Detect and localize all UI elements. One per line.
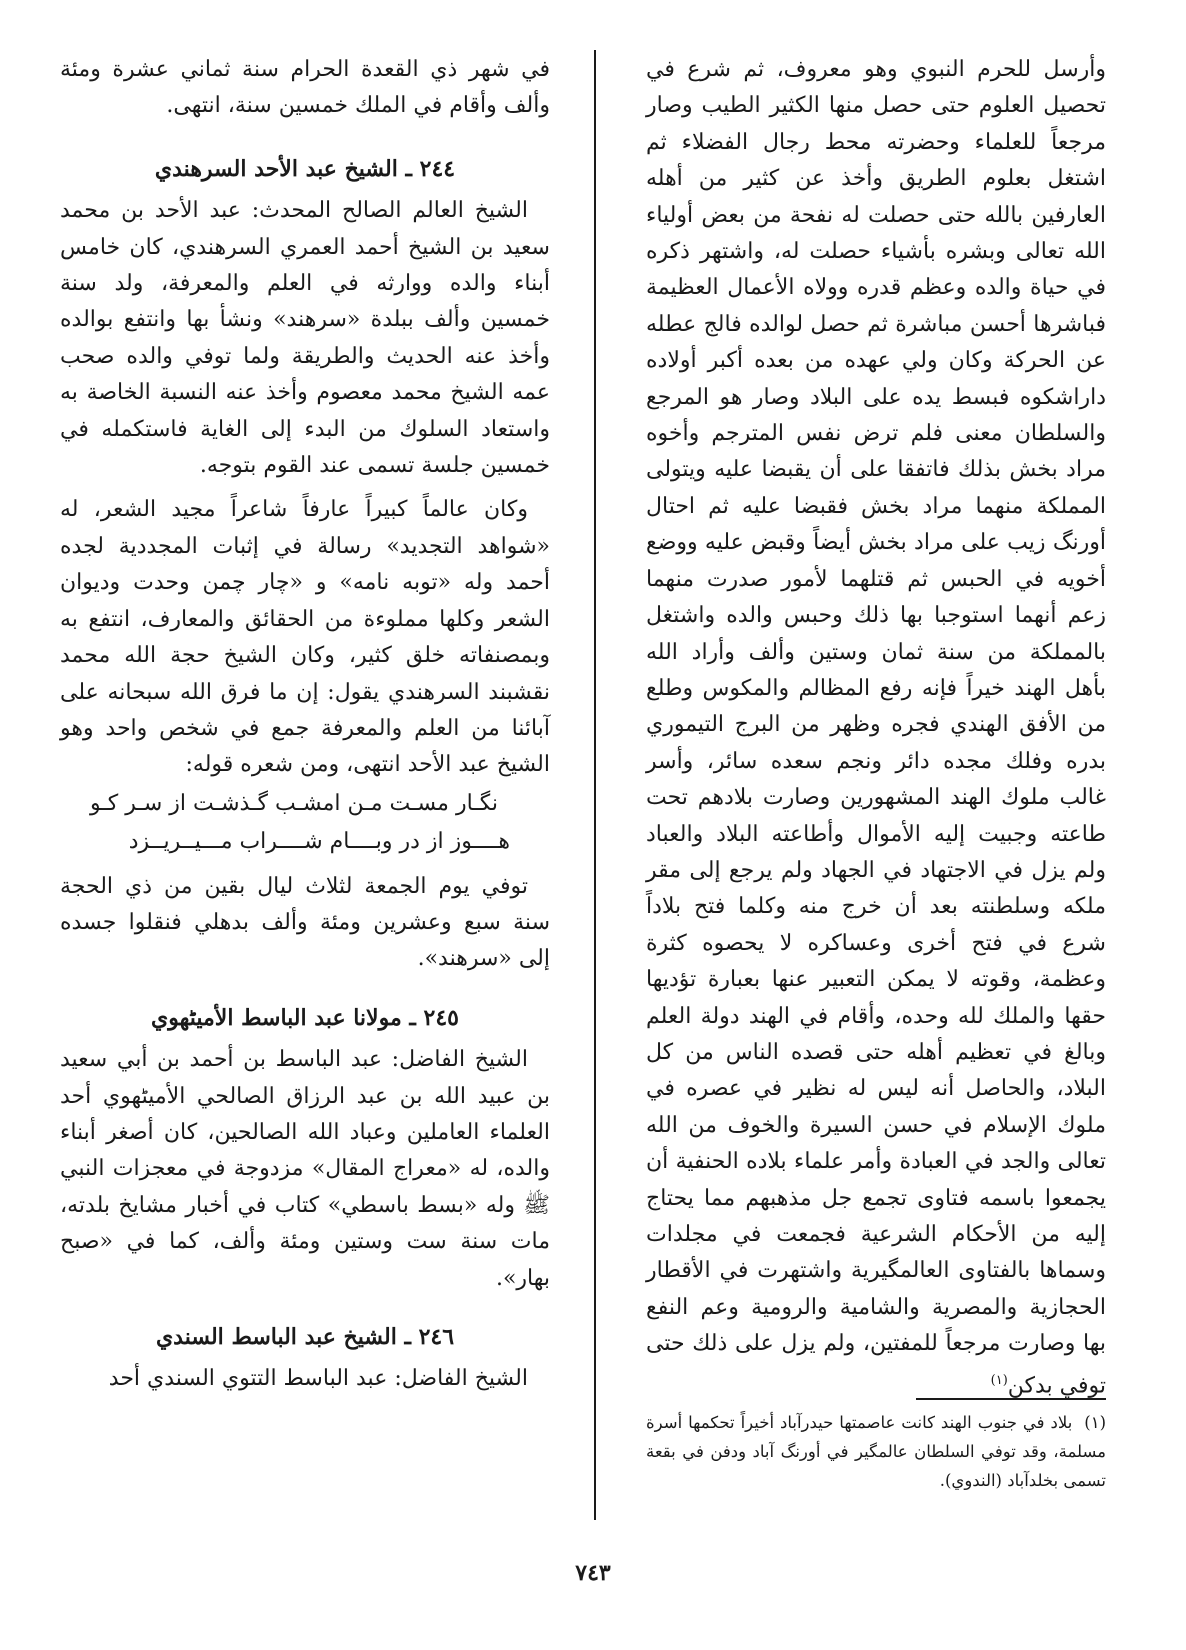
paragraph: توفي يوم الجمعة لثلاث ليال بقين من ذي الحجة سنة سبع وعشرين ومئة وألف بدهلي فنقلوا جسده إلى «سرهند».: [60, 873, 550, 972]
verse-line-1: نگـار مسـت مـن امشـب گـذشـت از سـر كـو: [90, 790, 498, 816]
footnote-rule: [916, 1398, 1106, 1400]
paragraph: وكان عالماً كبيراً عارفاً شاعراً مجيد الشعر، له «شواهد التجديد» رسالة في إثبات المجددية لجده أحمد وله «توبه نامه» و «چار چمن وحدت وديوان الشعر وكلها مملوءة من الحقائق والمعارف، انتفع به وبمصنفاته خلق كثير، وكان الشيخ حجة الله محمد نقشبند السرهندي يقول: إن ما فرق الله سبحانه على آبائنا من العلم والمعرفة جمع في شخص واحد وهو الشيخ عبد الأحد انتهى، ومن شعره قوله:: [60, 497, 550, 778]
continuation-paragraph: في شهر ذي القعدة الحرام سنة ثماني عشرة ومئة وألف وأقام في الملك خمسين سنة، انتهى.: [60, 57, 550, 119]
footnote-reference: (١): [990, 1372, 1008, 1388]
paragraph: الشيخ الفاضل: عبد الباسط بن أحمد بن أبي سعيد بن عبيد الله بن عبد الرزاق الصالحي الأميٹهوي أحد العلماء العاملين وعباد الله الصالحين، كان أصغر أبناء والده، له «معراج المقال» مزدوجة في معجزات النبي ﷺ وله «بسط باسطي» كتاب في أخبار مشايخ بلدته، مات سنة ست وستين ومئة وألف، كما في «صبح بهار».: [60, 1047, 550, 1291]
column-divider: [594, 50, 596, 1520]
section-heading-246: ٢٤٦ ـ الشيخ عبد الباسط السندي: [155, 1324, 455, 1350]
paragraph: [646, 52, 1106, 1404]
page-number: ٧٤٣: [575, 1560, 611, 1586]
footnote: [646, 1408, 1106, 1495]
section-heading-245: ٢٤٥ ـ مولانا عبد الباسط الأميٹهوي: [151, 1004, 459, 1031]
right-column: [646, 52, 1106, 1404]
verse-line-2: هــــوز از در وبــــام شــــراب مـــيــريــزد: [128, 829, 510, 855]
paragraph-text: وأرسل للحرم النبوي وهو معروف، ثم شرع في تحصيل العلوم حتى حصل منها الكثير الطيب وصار مرجعاً للعلماء وحضرته محط رجال الفضلاء ثم اشتغل بعلوم الطريق وأخذ عن كثير من أهله العارفين بالله حتى حصلت له نفحة من بعض أولياء الله تعالى وبشره بأشياء حصلت له، واشتهر ذكره في حياة والده وعظم قدره وولاه الأعمال العظيمة فباشرها أحسن مباشرة ثم حصل لوالده فالج عطله عن الحركة وكان ولي عهده من بعده أكبر أولاده داراشكوه فبسط يده على البلاد وصار هو المرجع والسلطان معنى فلم ترض نفس المترجم وأخوه مراد بخش بذلك فاتفقا على أن يقبضا عليه ويتولى المملكة منهما مراد بخش فقبضا عليه ثم احتال أورنگ زيب على مراد بخش أيضاً وقبض عليه ووضع أخويه في الحبس ثم قتلهما لأمور صدرت منهما زعم أنهما استوجبا بها ذلك وحبس والده واشتغل بالمملكة من سنة ثمان وستين وألف وأراد الله بأهل الهند خيراً فإنه رفع المظالم والمكوس وطلع من الأفق الهندي فجره وظهر من البرج التيموري بدره وفلك مجده دائر ونجم سعده سائر، وأسر غالب ملوك الهند المشهورين وصارت بلادهم تحت طاعته وجبيت إليه الأموال وأطاعته البلاد والعباد ولم يزل في الاجتهاد في الجهاد ولم يرجع إلى مقر ملكه وسلطنته بعد أن خرج منه وكلما فتح بلاداً شرع في فتح أخرى وعساكره لا يحصوه كثرة وعظمة، وقوته لا يمكن التعبير عنها بعبارة تؤديها حقها والملك لله وحده، وأقام في الهند دولة العلم وبالغ في تعظيم أهله حتى قصده الناس من كل البلاد، والحاصل أنه ليس له نظير في عصره في ملوك الإسلام في حسن السيرة والخوف من الله تعالى والجد في العبادة وأمر علماء بلاده الحنفية أن يجمعوا باسمه فتاوى تجمع جل مذهبهم مما يحتاج إليه من الأحكام الشرعية فجمعت في مجلدات وسماها بالفتاوى العالمگيرية واشتهرت في الأقطار الحجازية والمصرية والشامية والرومية وعم النفع بها وصارت مرجعاً للمفتين، ولم يزل على ذلك حتى توفي بدكن: [646, 57, 1106, 1398]
left-column: [60, 52, 550, 1398]
paragraph: الشيخ الفاضل: عبد الباسط التتوي السندي أحد: [108, 1366, 528, 1392]
section-heading-244: ٢٤٤ ـ الشيخ عبد الأحد السرهندي: [154, 155, 456, 182]
footnote-text: بلاد في جنوب الهند كانت عاصمتها حيدرآباد أخيراً تحكمها أسرة مسلمة، وقد توفي السلطان عالمگير في أورنگ آباد ودفن في بقعة تسمى بخلدآباد (الندوي).: [646, 1413, 1106, 1490]
footnote-marker: (١): [1084, 1413, 1106, 1432]
paragraph: الشيخ العالم الصالح المحدث: عبد الأحد بن محمد سعيد بن الشيخ أحمد العمري السرهندي، كان خامس أبناء والده ووارثه في العلم والمعرفة، ولد سنة خمسين وألف ببلدة «سرهند» ونشأ بها وانتفع بوالده وأخذ عنه الحديث والطريقة ولما توفي والده صحب عمه الشيخ محمد معصوم وأخذ عنه النسبة الخاصة به واستعاد السلوك من البدء إلى الغاية فاستكمله في خمسين جلسة تسمى عند القوم بتوجه.: [60, 198, 550, 479]
